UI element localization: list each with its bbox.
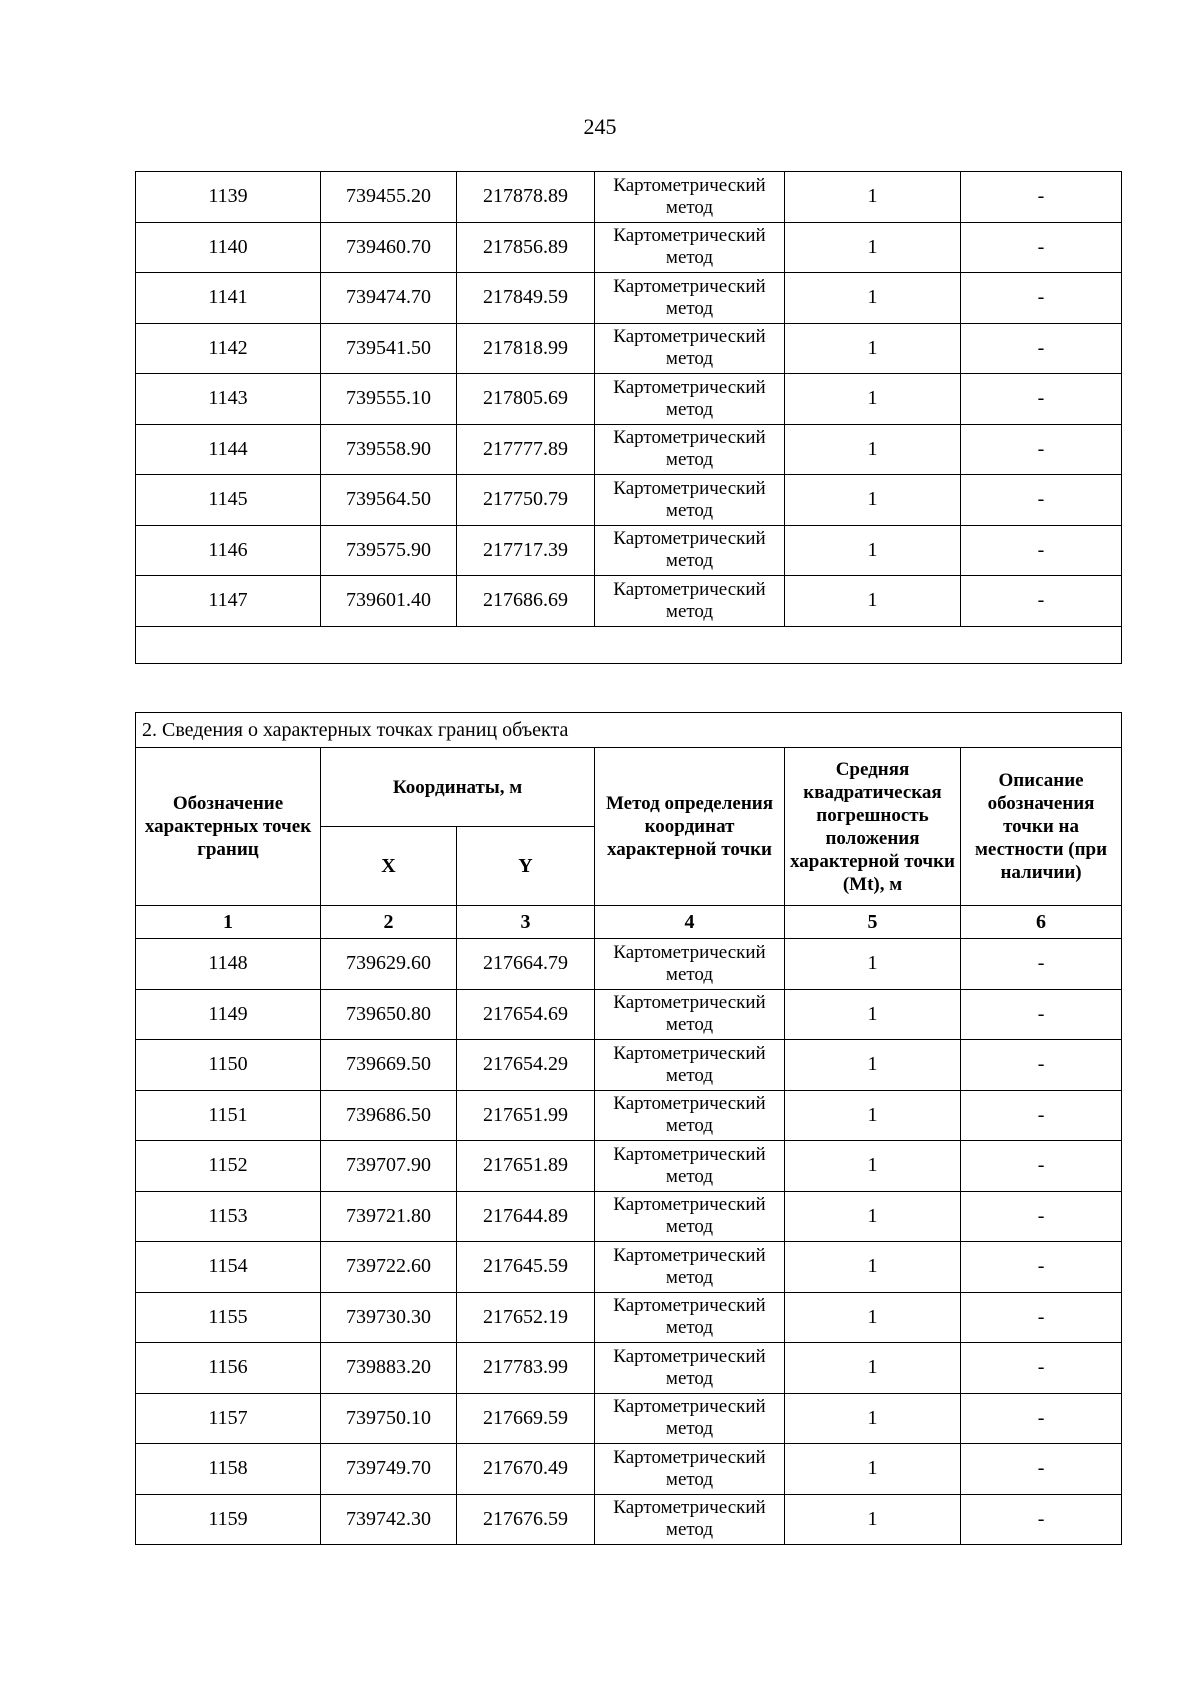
mt-value: 1 (785, 1191, 961, 1242)
coordinate-y: 217676.59 (457, 1494, 595, 1545)
coordinate-x: 739629.60 (321, 939, 457, 990)
method-cell: Картометрический метод (595, 1191, 785, 1242)
section-title-row (136, 713, 1122, 748)
point-description: - (961, 525, 1122, 576)
mt-value: 1 (785, 1242, 961, 1293)
coordinate-x: 739721.80 (321, 1191, 457, 1242)
table-row (136, 525, 1122, 576)
coordinate-y: 217777.89 (457, 424, 595, 475)
method-cell: Картометрический метод (595, 1040, 785, 1091)
mt-value: 1 (785, 1040, 961, 1091)
point-id: 1149 (136, 989, 321, 1040)
point-description: - (961, 323, 1122, 374)
mt-value: 1 (785, 576, 961, 627)
method-cell: Картометрический метод (595, 989, 785, 1040)
table-row (136, 1242, 1122, 1293)
method-cell: Картометрический метод (595, 576, 785, 627)
header-method: Метод определения координат характерной точки (595, 748, 785, 906)
method-cell: Картометрический метод (595, 1141, 785, 1192)
point-id: 1153 (136, 1191, 321, 1242)
table-row (136, 1444, 1122, 1495)
coordinate-x: 739601.40 (321, 576, 457, 627)
coordinate-x: 739749.70 (321, 1444, 457, 1495)
coordinate-y: 217654.29 (457, 1040, 595, 1091)
coordinate-x: 739750.10 (321, 1393, 457, 1444)
column-number: 1 (136, 906, 321, 939)
header-description: Описание обозначения точки на местности (при наличии) (961, 748, 1122, 906)
coordinate-y: 217651.99 (457, 1090, 595, 1141)
coordinate-x: 739541.50 (321, 323, 457, 374)
mt-value: 1 (785, 525, 961, 576)
coordinate-y: 217652.19 (457, 1292, 595, 1343)
method-cell: Картометрический метод (595, 1292, 785, 1343)
point-description: - (961, 1090, 1122, 1141)
mt-value: 1 (785, 939, 961, 990)
method-cell: Картометрический метод (595, 1444, 785, 1495)
method-cell: Картометрический метод (595, 273, 785, 324)
boundary-points-table (135, 712, 1122, 1545)
table-row (136, 1292, 1122, 1343)
column-number: 2 (321, 906, 457, 939)
point-description: - (961, 1292, 1122, 1343)
coordinate-x: 739883.20 (321, 1343, 457, 1394)
point-id: 1147 (136, 576, 321, 627)
point-id: 1143 (136, 374, 321, 425)
mt-value: 1 (785, 273, 961, 324)
coordinate-y: 217818.99 (457, 323, 595, 374)
point-id: 1144 (136, 424, 321, 475)
method-cell: Картометрический метод (595, 1393, 785, 1444)
table-row (136, 1343, 1122, 1394)
mt-value: 1 (785, 1343, 961, 1394)
coordinate-y: 217644.89 (457, 1191, 595, 1242)
point-description: - (961, 1040, 1122, 1091)
method-cell: Картометрический метод (595, 1090, 785, 1141)
header-coordinates: Координаты, м (321, 748, 595, 827)
coordinate-y: 217686.69 (457, 576, 595, 627)
table-row (136, 939, 1122, 990)
point-id: 1145 (136, 475, 321, 526)
coordinate-x: 739707.90 (321, 1141, 457, 1192)
mt-value: 1 (785, 475, 961, 526)
mt-value: 1 (785, 374, 961, 425)
column-number: 5 (785, 906, 961, 939)
coordinate-x: 739742.30 (321, 1494, 457, 1545)
point-id: 1152 (136, 1141, 321, 1192)
mt-value: 1 (785, 172, 961, 223)
coordinate-y: 217750.79 (457, 475, 595, 526)
point-description: - (961, 989, 1122, 1040)
table-row (136, 576, 1122, 627)
table-row (136, 424, 1122, 475)
table-row (136, 1191, 1122, 1242)
coordinate-x: 739555.10 (321, 374, 457, 425)
coordinate-y: 217654.69 (457, 989, 595, 1040)
point-id: 1157 (136, 1393, 321, 1444)
mt-value: 1 (785, 1444, 961, 1495)
point-description: - (961, 222, 1122, 273)
mt-value: 1 (785, 424, 961, 475)
point-id: 1140 (136, 222, 321, 273)
table-row (136, 1494, 1122, 1545)
point-description: - (961, 1393, 1122, 1444)
coordinate-x: 739669.50 (321, 1040, 457, 1091)
point-id: 1141 (136, 273, 321, 324)
header-x: X (321, 827, 457, 906)
coordinate-x: 739564.50 (321, 475, 457, 526)
point-description: - (961, 1242, 1122, 1293)
coordinate-y: 217669.59 (457, 1393, 595, 1444)
coordinate-y: 217717.39 (457, 525, 595, 576)
point-description: - (961, 374, 1122, 425)
point-id: 1155 (136, 1292, 321, 1343)
table-row (136, 1040, 1122, 1091)
coordinate-x: 739558.90 (321, 424, 457, 475)
method-cell: Картометрический метод (595, 424, 785, 475)
point-id: 1142 (136, 323, 321, 374)
method-cell: Картометрический метод (595, 1494, 785, 1545)
point-id: 1154 (136, 1242, 321, 1293)
point-description: - (961, 576, 1122, 627)
point-description: - (961, 1494, 1122, 1545)
mt-value: 1 (785, 989, 961, 1040)
table-row (136, 323, 1122, 374)
header-mt: Средняя квадратическая погрешность положения характерной точки (Mt), м (785, 748, 961, 906)
coordinate-x: 739650.80 (321, 989, 457, 1040)
point-description: - (961, 939, 1122, 990)
method-cell: Картометрический метод (595, 374, 785, 425)
table-row (136, 1393, 1122, 1444)
mt-value: 1 (785, 1141, 961, 1192)
coordinate-x: 739455.20 (321, 172, 457, 223)
table-row (136, 374, 1122, 425)
coordinate-y: 217878.89 (457, 172, 595, 223)
coordinate-x: 739460.70 (321, 222, 457, 273)
mt-value: 1 (785, 1494, 961, 1545)
coordinate-y: 217670.49 (457, 1444, 595, 1495)
mt-value: 1 (785, 1292, 961, 1343)
point-id: 1146 (136, 525, 321, 576)
boundary-points-table-continued (135, 171, 1122, 664)
mt-value: 1 (785, 323, 961, 374)
point-description: - (961, 1191, 1122, 1242)
point-description: - (961, 1141, 1122, 1192)
point-id: 1148 (136, 939, 321, 990)
header-designation: Обозначение характерных точек границ (136, 748, 321, 906)
coordinate-x: 739722.60 (321, 1242, 457, 1293)
table-row (136, 222, 1122, 273)
point-id: 1150 (136, 1040, 321, 1091)
coordinate-x: 739730.30 (321, 1292, 457, 1343)
point-description: - (961, 172, 1122, 223)
point-id: 1156 (136, 1343, 321, 1394)
coordinate-y: 217783.99 (457, 1343, 595, 1394)
section-title: 2. Сведения о характерных точках границ объекта (136, 713, 1122, 748)
point-description: - (961, 424, 1122, 475)
method-cell: Картометрический метод (595, 1242, 785, 1293)
coordinate-x: 739474.70 (321, 273, 457, 324)
point-id: 1159 (136, 1494, 321, 1545)
column-number-row (136, 906, 1122, 939)
mt-value: 1 (785, 1393, 961, 1444)
method-cell: Картометрический метод (595, 323, 785, 374)
point-id: 1158 (136, 1444, 321, 1495)
column-number: 3 (457, 906, 595, 939)
method-cell: Картометрический метод (595, 1343, 785, 1394)
table-row (136, 273, 1122, 324)
point-description: - (961, 1444, 1122, 1495)
method-cell: Картометрический метод (595, 222, 785, 273)
table-row (136, 1141, 1122, 1192)
point-description: - (961, 1343, 1122, 1394)
point-description: - (961, 475, 1122, 526)
method-cell: Картометрический метод (595, 525, 785, 576)
mt-value: 1 (785, 1090, 961, 1141)
coordinate-y: 217651.89 (457, 1141, 595, 1192)
page-number: 245 (583, 114, 617, 139)
table-row (136, 172, 1122, 223)
coordinate-x: 739686.50 (321, 1090, 457, 1141)
method-cell: Картометрический метод (595, 939, 785, 990)
header-row (136, 748, 1122, 827)
table-row (136, 1090, 1122, 1141)
coordinate-y: 217645.59 (457, 1242, 595, 1293)
method-cell: Картометрический метод (595, 172, 785, 223)
mt-value: 1 (785, 222, 961, 273)
table-row (136, 475, 1122, 526)
column-number: 4 (595, 906, 785, 939)
coordinate-y: 217805.69 (457, 374, 595, 425)
column-number: 6 (961, 906, 1122, 939)
coordinate-y: 217849.59 (457, 273, 595, 324)
coordinate-x: 739575.90 (321, 525, 457, 576)
header-y: Y (457, 827, 595, 906)
coordinate-y: 217664.79 (457, 939, 595, 990)
table-footer-row (136, 626, 1122, 663)
method-cell: Картометрический метод (595, 475, 785, 526)
table-row (136, 989, 1122, 1040)
coordinate-y: 217856.89 (457, 222, 595, 273)
point-description: - (961, 273, 1122, 324)
point-id: 1151 (136, 1090, 321, 1141)
point-id: 1139 (136, 172, 321, 223)
